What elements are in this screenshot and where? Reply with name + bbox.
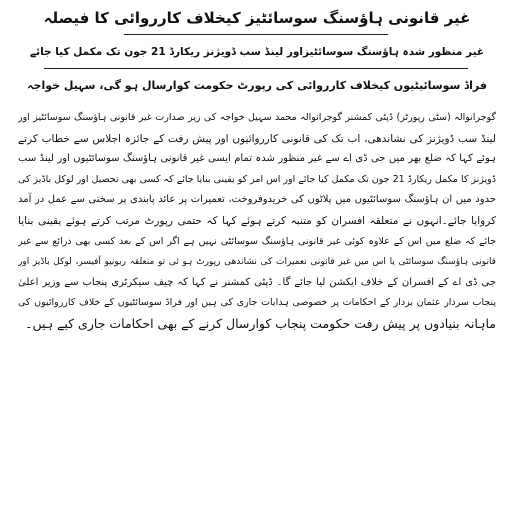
article-body (18, 108, 496, 335)
subheadline-divider (44, 68, 468, 69)
subheadline-report-to-government: فراڈ سوسائیٹیوں کیخلاف کارروائی کی رپورٹ حکومت کوارسال ہو گی، سہیل خواجہ (27, 79, 487, 92)
headline-main: غیر قانونی ہاؤسنگ سوسائٹیز کیخلاف کارروائی کا فیصلہ (43, 9, 471, 27)
article-line: جائے کہ ضلع میں اس کے علاوہ کوئی غیر قانونی ہاؤسنگ سوسائٹی نہیں ہے اگر اس کے بعد کسی بھی ذرائع سے غیر (18, 235, 496, 247)
article-line: پنجاب سردار عثمان بزدار کے احکامات پر خصوصی ہدایات جاری کی ہیں اور فراڈ سوسائٹیوں کے خلاف کارروائیوں کی (18, 297, 496, 309)
article-line: گوجرانوالہ (سٹی رپورٹر) ڈپٹی کمشنر گوجرانوالہ محمد سہیل خواجہ کی زیر صدارت غیر قانونی ہاؤسنگ سوسائٹیز اور (18, 112, 496, 123)
article-line: حدود میں ان ہاؤسنگ سوسائٹیوں میں پلاٹوں کی خریدوفروخت، تعمیرات پر عائد پابندی پر سختی سے عمل در آمد (18, 194, 496, 206)
article-line: قانونی ہاؤسنگ سوسائٹی یا اس میں غیر قانونی تعمیرات کی نشاندھی رپورٹ ہو ئی تو متعلقہ ریونیو آفیسر، لوکل باڈیز اور (18, 257, 496, 268)
subheadline-record-deadline: غیر منظور شدہ ہاؤسنگ سوسائٹیزاور لینڈ سب ڈویژنز ریکارڈ 21 جون تک مکمل کیا جائے (29, 46, 485, 58)
article-line: ہوئے کہا کہ ضلع بھر میں جی ڈی اے سے غیر منظور شدہ تمام ایسی غیر قانونی ہاؤسنگ سوسائٹیوں اور لینڈ سب (18, 153, 496, 165)
article-line: جی ڈی اے کے افسران کے خلاف ایکشن لیا جائے گا۔ ڈپٹی کمشنر نے کہا کہ چیف سیکرٹری پنجاب سے وزیر اعلیٰ (18, 276, 496, 288)
headline-divider (124, 34, 388, 35)
article-line: ڈویژنز کا مکمل ریکارڈ 21 جون تک مکمل کیا جائے اور اس امر کو یقینی بنایا جائے کہ کسی بھی تحصیل اور لوکل باڈیز کی (18, 173, 496, 185)
article-line: ماہانہ بنیادوں پر پیش رفت حکومت پنجاب کوارسال کرنے کے بھی احکامات جاری کیے ہیں۔ (25, 315, 496, 331)
article-line: کروایا جائے۔انہوں نے متعلقہ افسران کو متنبہ کرتے ہوئے کہا کہ حتمی رپورٹ مرتب کرتے ہوئے یقینی بنایا (18, 214, 496, 227)
article-line: لینڈ سب ڈویژنز کی نشاندھی، اب تک کی قانونی کارروائیوں اور پیش رفت کے جائزہ اجلاس سے خطاب کرتے (18, 132, 496, 145)
